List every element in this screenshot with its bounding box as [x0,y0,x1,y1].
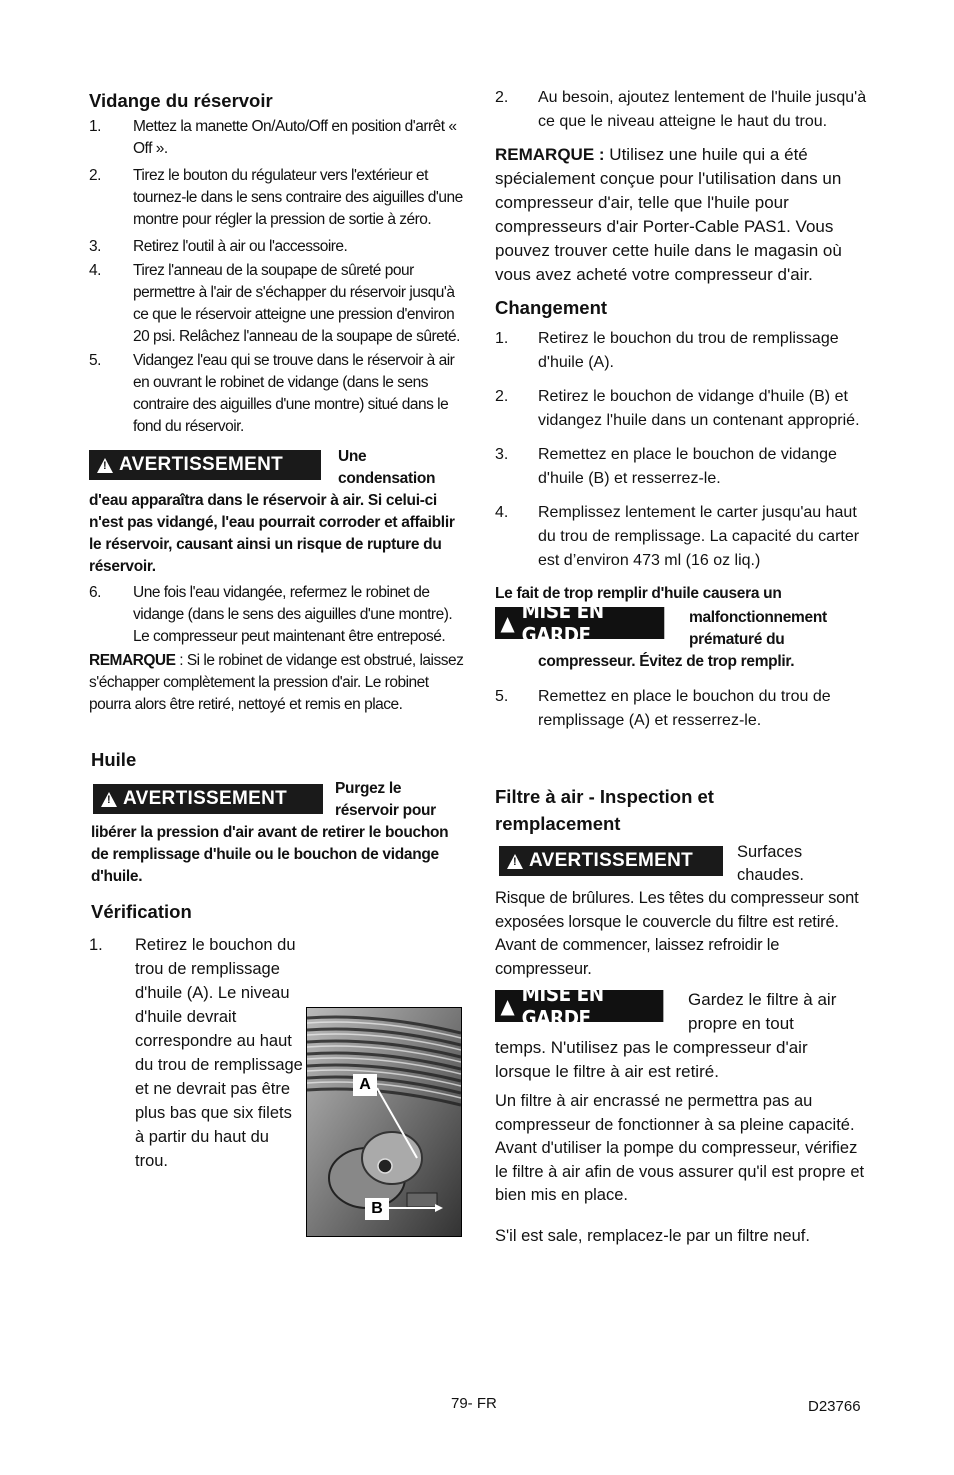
caution-badge: ▲ MISE EN GARDE [495,607,664,639]
list-item: 5. Vidangez l'eau qui se trouve dans le réservoir à air en ouvrant le robinet de vidange (dans le sens contraire des aiguilles d'une montre) situé dans le fond du réservoir. [89,352,455,435]
caution-triangle-icon: ▲ [500,611,515,635]
check-title: Vérification [91,901,192,922]
drain-note: REMARQUE : Si le robinet de vidange est obstrué, laissez s'échapper complètement la pression d'air. Le robinet pourra alors être retiré, nettoyé et remis en place. [89,652,464,713]
warning-block-condensation [89,446,465,578]
warning-block-purge [89,778,465,888]
warning-text: d'eau apparaîtra dans le réservoir à air. Si celui-ci n'est pas vidangé, l'eau pourrait corroder et affaiblir le réservoir, causant ainsi un risque de rupture du réservoir. [89,492,455,575]
warning-side-text: Une condensation [338,448,436,487]
change-steps [495,327,867,573]
drain-step-6: 6. Une fois l'eau vidangée, refermez le robinet de vidange (dans le sens des aiguilles d'une montre). Le compresseur peut maintenant être entreposé. [89,584,453,645]
check-step: 1. Retirez le bouchon du trou de remplissage d'huile (A). Le niveau d'huile devrait correspondre au haut du trou de remplissage et ne devrait pas être plus bas que six filets à partir du haut du trou. [89,936,303,1170]
compressor-photo [306,1007,462,1237]
warning-triangle-icon [507,854,523,869]
list-item: 1. Mettez la manette On/Auto/Off en position d'arrêt « Off ». [89,118,457,157]
warning-side-text: Surfaces chaudes. [737,843,804,884]
check-step-2: 2. Au besoin, ajoutez lentement de l'huile jusqu'à ce que le niveau atteigne le haut du trou. [495,89,867,130]
right-column [495,86,867,1248]
filter-paragraph: Un filtre à air encrassé ne permettra pas au compresseur de fonctionner à sa pleine capacité. Avant d'utiliser la pompe du compresseur, vérifiez le filtre à air afin de vous assurer qu'il est propre et bien mis en place. [495,1092,865,1204]
filter-title: Filtre à air - Inspection et remplacement [495,786,714,834]
warning-badge: ! AVERTISSEMENT [93,784,323,814]
caution-text: compresseur. Évitez de trop remplir. [538,653,795,670]
list-item: 3. Retirez l'outil à air ou l'accessoire. [89,238,348,255]
warning-triangle-icon [97,458,113,473]
document-code: D23766 [808,1398,861,1415]
photo-label-a: A [353,1074,377,1096]
list-item: 2. Tirez le bouton du régulateur vers l'extérieur et tournez-le dans le sens contraire des aiguilles d'une montre pour régler la pression de sortie à zéro. [89,167,463,228]
drain-title: Vidange du réservoir [89,90,273,111]
caution-triangle-icon: ▲ [500,994,515,1018]
change-step-5: 5. Remettez en place le bouchon du trou de remplissage (A) et resserrez-le. [495,688,831,729]
warning-side-text: Purgez le réservoir pour [335,780,436,819]
page-number: 79- FR [451,1395,497,1412]
warning-badge: ! AVERTISSEMENT [89,450,321,480]
list-item: 4. Tirez l'anneau de la soupape de sûreté pour permettre à l'air de s'échapper du réservoir jusqu'à ce que le réservoir atteigne une pression d'environ 20 psi. Relâchez l'anneau de la soupape de sûreté. [89,262,460,345]
oil-title: Huile [91,749,137,770]
caution-badge: ▲ MISE EN GARDE [495,990,663,1022]
change-title: Changement [495,297,608,318]
list-item: 1. Retirez le bouchon du trou de remplissage d'huile (A). [495,330,839,371]
list-item: 3. Remettez en place le bouchon de vidange d'huile (B) et resserrez-le. [495,446,837,487]
warning-triangle-icon [101,792,117,807]
caution-side-text: malfonctionnement prématuré du [689,609,827,648]
warning-text: Risque de brûlures. Les têtes du compresseur sont exposées lorsque le couvercle du filtre est retiré. Avant de commencer, laissez refroidir le compresseur. [495,889,859,978]
caution-intro: Le fait de trop remplir d'huile causera un [495,585,782,602]
list-item: 2. Retirez le bouchon de vidange d'huile (B) et vidangez l'huile dans un contenant approprié. [495,388,860,429]
photo-label-b: B [365,1198,389,1220]
oil-note: REMARQUE : Utilisez une huile qui a été spécialement conçue pour l'utilisation dans un compresseur d'air, telle que l'huile pour compresseurs d'air Porter-Cable PAS1. Vous pouvez trouver cette huile dans le magasin où vous avez acheté votre compresseur d'air. [495,145,842,284]
drain-steps [89,116,465,438]
warning-block-hot [495,841,867,981]
filter-paragraph-2: S'il est sale, remplacez-le par un filtre neuf. [495,1226,810,1245]
warning-badge: ! AVERTISSEMENT [499,846,723,876]
caution-side-text: Gardez le filtre à air propre en tout [688,990,837,1033]
caution-block-filter [495,982,867,1084]
caution-text: temps. N'utilisez pas le compresseur d'air lorsque le filtre à air est retiré. [495,1038,808,1081]
list-item: 4. Remplissez lentement le carter jusqu'au haut du trou de remplissage. La capacité du carter est d’environ 473 ml (16 oz liq.) [495,504,860,569]
warning-text: libérer la pression d'air avant de retirer le bouchon de remplissage d'huile ou le bouchon de vidange d'huile. [91,824,449,885]
caution-block-overfill [495,583,867,673]
